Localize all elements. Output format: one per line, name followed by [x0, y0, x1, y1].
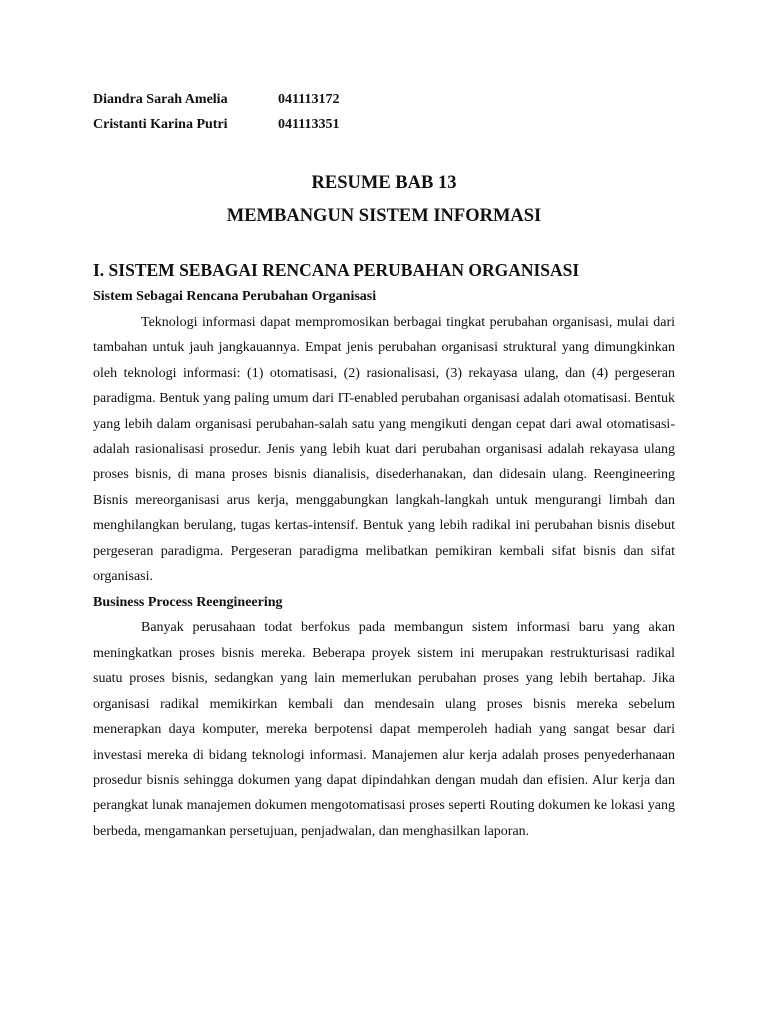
document-title [93, 167, 675, 233]
author-name: Cristanti Karina Putri [93, 117, 228, 132]
section-heading: I. SISTEM SEBAGAI RENCANA PERUBAHAN ORGANISASI [93, 260, 580, 280]
author-row [93, 112, 675, 137]
title-line-2: MEMBANGUN SISTEM INFORMASI [226, 206, 542, 226]
subsection-heading: Sistem Sebagai Rencana Perubahan Organisasi [93, 289, 377, 304]
body-paragraph: Teknologi informasi dapat mempromosikan berbagai tingkat perubahan organisasi, mulai dari tambahan untuk jauh jangkauannya. Empat jenis perubahan organisasi struktural yang dimungkinkan oleh teknologi informasi: (1) otomatisasi, (2) rasionalisasi, (3) rekayasa ulang, dan (4) pergeseran paradigma. Bentuk yang paling umum dari IT-enabled perubahan organisasi adalah otomatisasi. Bentuk yang lebih dalam organisasi perubahan-salah satu yang mengikuti dengan cepat dari awal otomatisasi-adalah rasionalisasi prosedur. Jenis yang lebih kuat dari perubahan organisasi adalah rekayasa ulang proses bisnis, di mana proses bisnis dianalisis, disederhanakan, dan didesain ulang. Reengineering Bisnis mereorganisasi arus kerja, menggabungkan langkah-langkah untuk mengurangi limbah dan menghilangkan berulang, tugas kertas-intensif. Bentuk yang lebih radikal ini perubahan bisnis disebut pergeseran paradigma. Pergeseran paradigma melibatkan pemikiran kembali sifat bisnis dan sifat organisasi. [93, 315, 675, 585]
title-line-1: RESUME BAB 13 [311, 173, 457, 193]
author-name: Diandra Sarah Amelia [93, 92, 228, 107]
author-list [93, 87, 675, 137]
subsection-heading: Business Process Reengineering [93, 595, 283, 611]
author-student-id: 041113172 [278, 92, 340, 107]
author-row [93, 87, 675, 112]
author-student-id: 041113351 [278, 117, 340, 132]
body-paragraph: Banyak perusahaan todat berfokus pada membangun sistem informasi baru yang akan meningkatkan proses bisnis mereka. Beberapa proyek sistem ini merupakan restrukturisasi radikal suatu proses bisnis, sedangkan yang lain memerlukan perubahan proses yang lebih bertahap. Jika organisasi radikal memikirkan kembali dan mendesain ulang proses bisnis mereka sebelum menerapkan daya komputer, mereka berpotensi dapat memperoleh hadiah yang sangat besar dari investasi mereka di bidang teknologi informasi. Manajemen alur kerja adalah proses penyederhanaan prosedur bisnis sehingga dokumen yang dapat dipindahkan dengan mudah dan efisien. Alur kerja dan perangkat lunak manajemen dokumen mengotomatisasi proses seperti Routing dokumen ke lokasi yang berbeda, mengamankan persetujuan, penjadwalan, dan menghasilkan laporan. [93, 620, 675, 839]
